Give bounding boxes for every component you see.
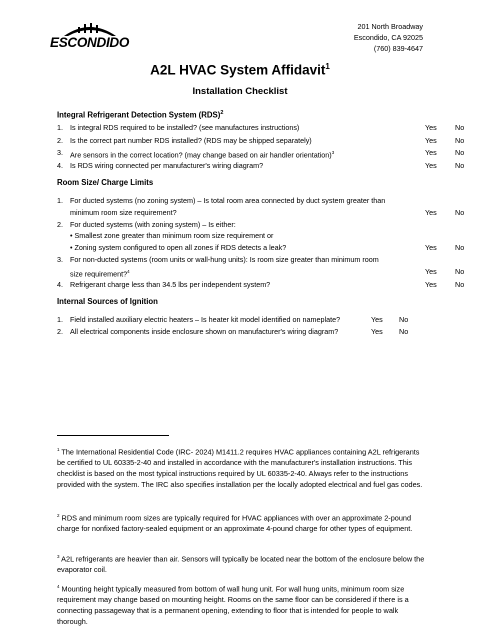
- item-text: Is the correct part number RDS installed? (RDS may be shipped separately): [70, 136, 312, 145]
- yes-option: Yes: [425, 136, 437, 145]
- no-option: No: [455, 161, 465, 170]
- item-text-line-1: For ducted systems (no zoning system) – Is total room area connected by duct system greater than: [70, 196, 386, 205]
- item-text-line-2-wrap: [70, 266, 370, 279]
- item-number: 3.: [57, 255, 63, 264]
- footnote: [57, 551, 429, 575]
- footnote: [57, 444, 429, 490]
- item-text: Refrigerant charge less than 34.5 lbs per independent system?: [70, 280, 271, 289]
- section-heading-rds: [57, 110, 223, 120]
- address-line-2: Escondido, CA 92025: [353, 33, 423, 42]
- phone-number: (760) 839-4647: [373, 44, 423, 53]
- item-number: 2.: [57, 136, 63, 145]
- no-option: No: [455, 148, 465, 157]
- no-option: No: [455, 267, 465, 276]
- yes-option: Yes: [425, 280, 437, 289]
- item-bullet-1: • Smallest zone greater than minimum room size requirement or: [70, 231, 274, 240]
- yes-option: Yes: [425, 243, 437, 252]
- item-number: 2.: [57, 220, 63, 229]
- item-number: 1.: [57, 123, 63, 132]
- footnote-divider: [57, 435, 169, 436]
- no-option: No: [455, 280, 465, 289]
- item-number: 2.: [57, 327, 63, 336]
- item-text-line-1: For ducted systems (with zoning system) – Is either:: [70, 220, 236, 229]
- item-text: Are sensors in the correct location? (may change based on air handler orientation): [70, 150, 332, 160]
- item-text-line-2: size requirement?: [70, 269, 128, 279]
- no-option: No: [455, 136, 465, 145]
- item-text-line-1: For non-ducted systems (room units or wall-hung units): Is room size greater than minimum room: [70, 255, 379, 264]
- footnote-number: 3: [57, 554, 60, 559]
- escondido-logo: [50, 22, 132, 52]
- item-bullet-2: • Zoning system configured to open all zones if RDS detects a leak?: [70, 243, 287, 252]
- footnote-text: Mounting height typically measured from bottom of wall hung unit. For wall hung units, minimum room size requirement may change based on mounting height. Rooms on the same floor can be considered if there is a connecting passageway that is a permanent opening, extending to floor that is intended for people to walk thorough.: [57, 584, 409, 627]
- logo-text: ESCONDIDO: [50, 35, 130, 50]
- footnote-number: 1: [57, 447, 60, 452]
- yes-option: Yes: [371, 315, 383, 324]
- page-subtitle: Installation Checklist: [192, 86, 288, 97]
- item-number: 4.: [57, 161, 63, 170]
- footnote-text: A2L refrigerants are heavier than air. Sensors will typically be located near the bottom of the enclosure below the evaporator coil.: [57, 554, 425, 575]
- item-number: 1.: [57, 315, 63, 324]
- item-text: Is RDS wiring connected per manufacturer's wiring diagram?: [70, 161, 264, 170]
- yes-option: Yes: [425, 148, 437, 157]
- no-option: No: [455, 243, 465, 252]
- footnote-number: 4: [57, 584, 60, 589]
- item-text-wrap: [70, 147, 390, 160]
- yes-option: Yes: [425, 208, 437, 217]
- item-text-line-2: minimum room size requirement?: [70, 208, 177, 217]
- page-title: [0, 62, 480, 78]
- section-heading-room-size: Room Size/ Charge Limits: [57, 178, 154, 187]
- city-skyline-logo-icon: [64, 22, 116, 36]
- address-block: [354, 21, 423, 54]
- yes-option: Yes: [425, 161, 437, 170]
- item-footnote-ref: 3: [331, 150, 335, 155]
- footnote-text: The International Residential Code (IRC- 2024) M1411.2 requires HVAC appliances containing A2L refrigerants be certified to UL 60335-2-40 and installed in accordance with the manufacturer's installation instructions. This checklist is based on the most typical instructions required by UL 60335-2-40. Always refer to the instructions provided with the system. The IRC also specifies installation per the locally adopted electrical and fuel gas codes.: [57, 447, 423, 490]
- yes-option: Yes: [425, 123, 437, 132]
- item-number: 1.: [57, 196, 63, 205]
- yes-option: Yes: [425, 267, 437, 276]
- no-option: No: [399, 327, 409, 336]
- item-text: Is integral RDS required to be installed? (see manufactures instructions): [70, 123, 300, 132]
- address-line-1: 201 North Broadway: [357, 22, 423, 31]
- footnote-number: 2: [57, 513, 60, 518]
- item-number: 4.: [57, 280, 63, 289]
- item-text: Field installed auxiliary electric heaters – Is heater kit model identified on nameplate?: [70, 315, 341, 324]
- section-heading-text: Integral Refrigerant Detection System (RDS): [57, 110, 221, 120]
- yes-option: Yes: [371, 327, 383, 336]
- item-text: All electrical components inside enclosure shown on manufacturer's wiring diagram?: [70, 327, 339, 336]
- title-footnote-ref: 1: [325, 62, 330, 71]
- footnote: [57, 510, 429, 534]
- item-number: 3.: [57, 148, 63, 157]
- no-option: No: [399, 315, 409, 324]
- item-footnote-ref: 4: [127, 269, 130, 274]
- section-footnote-ref: 2: [220, 110, 224, 116]
- footnote: [57, 581, 429, 627]
- title-text: A2L HVAC System Affidavit: [150, 62, 326, 78]
- footnote-text: RDS and minimum room sizes are typically required for HVAC appliances with over an approximate 2-pound charge for nonfixed factory-sealed equipment or an approximate 4-pound charge for other types of equipment.: [57, 513, 413, 534]
- section-heading-ignition: Internal Sources of Ignition: [57, 297, 158, 306]
- no-option: No: [455, 208, 465, 217]
- no-option: No: [455, 123, 465, 132]
